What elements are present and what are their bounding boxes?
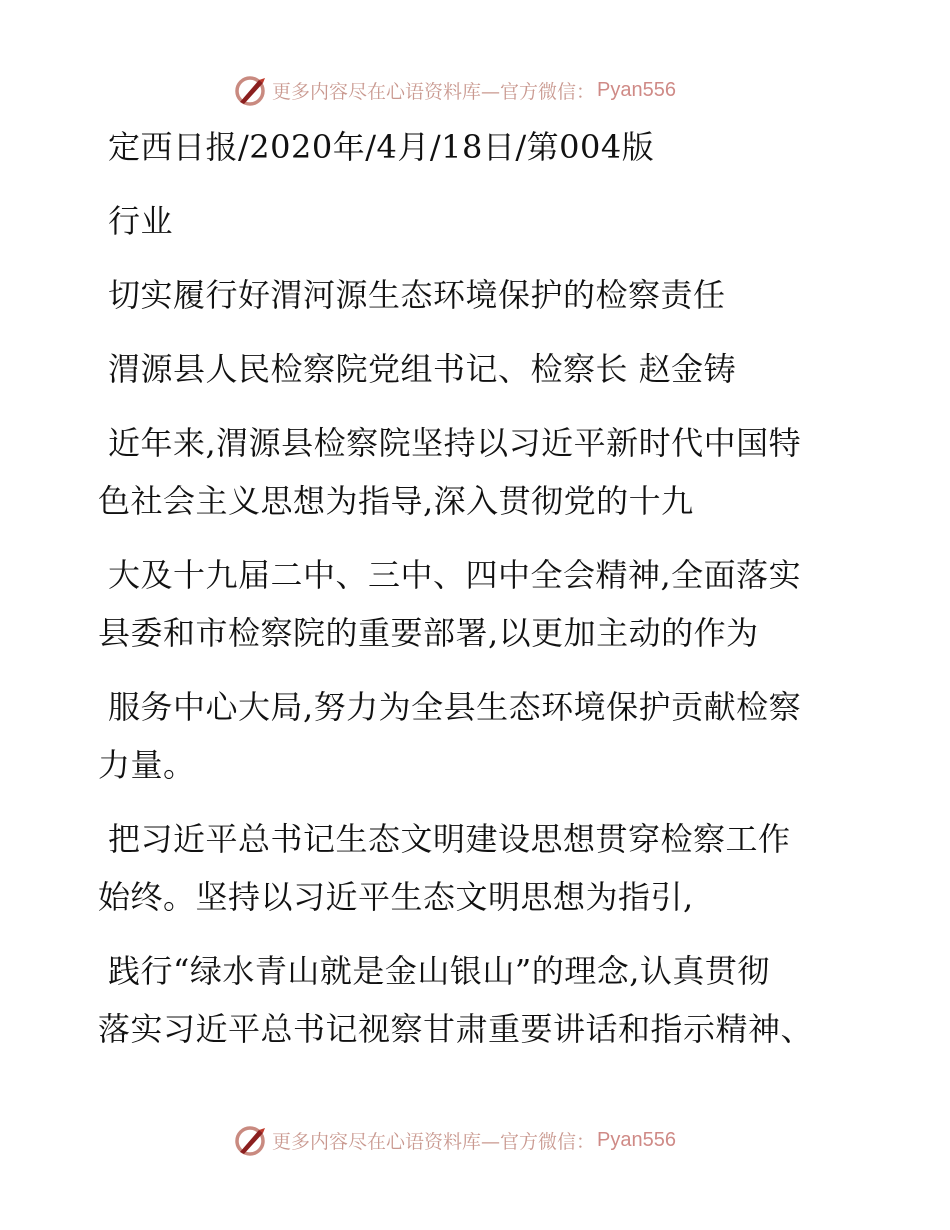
dateline: 定西日报/2020年/4月/18日/第004版 bbox=[108, 128, 655, 166]
body-line: 始终。坚持以习近平生态文明思想为指引, bbox=[98, 878, 694, 916]
body-line: 落实习近平总书记视察甘肃重要讲话和指示精神、 bbox=[98, 1010, 814, 1048]
article-byline: 渭源县人民检察院党组书记、检察长 赵金铸 bbox=[108, 350, 737, 388]
body-line: 色社会主义思想为指导,深入贯彻党的十九 bbox=[98, 482, 694, 520]
body-line: 力量。 bbox=[98, 746, 196, 784]
article-headline: 切实履行好渭河源生态环境保护的检察责任 bbox=[108, 276, 726, 314]
body-line: 近年来,渭源县检察院坚持以习近平新时代中国特 bbox=[108, 424, 802, 462]
body-line: 服务中心大局,努力为全县生态环境保护贡献检察 bbox=[108, 688, 802, 726]
pen-swirl-logo-icon bbox=[232, 1122, 268, 1158]
watermark-header bbox=[232, 70, 676, 110]
body-line: 把习近平总书记生态文明建设思想贯穿检察工作 bbox=[108, 820, 791, 858]
body-line: 县委和市检察院的重要部署,以更加主动的作为 bbox=[98, 614, 759, 652]
watermark-text: 更多内容尽在心语资料库—官方微信： bbox=[272, 1130, 596, 1153]
section-label: 行业 bbox=[108, 202, 174, 240]
watermark-wechat-id: Pyan556 bbox=[597, 1128, 676, 1151]
body-line: 践行“绿水青山就是金山银山”的理念,认真贯彻 bbox=[108, 952, 770, 990]
watermark-text: 更多内容尽在心语资料库—官方微信： bbox=[272, 80, 596, 103]
body-line: 大及十九届二中、三中、四中全会精神,全面落实 bbox=[108, 556, 802, 594]
pen-swirl-logo-icon bbox=[232, 72, 268, 108]
watermark-wechat-id: Pyan556 bbox=[597, 78, 676, 101]
watermark-footer bbox=[232, 1120, 676, 1160]
